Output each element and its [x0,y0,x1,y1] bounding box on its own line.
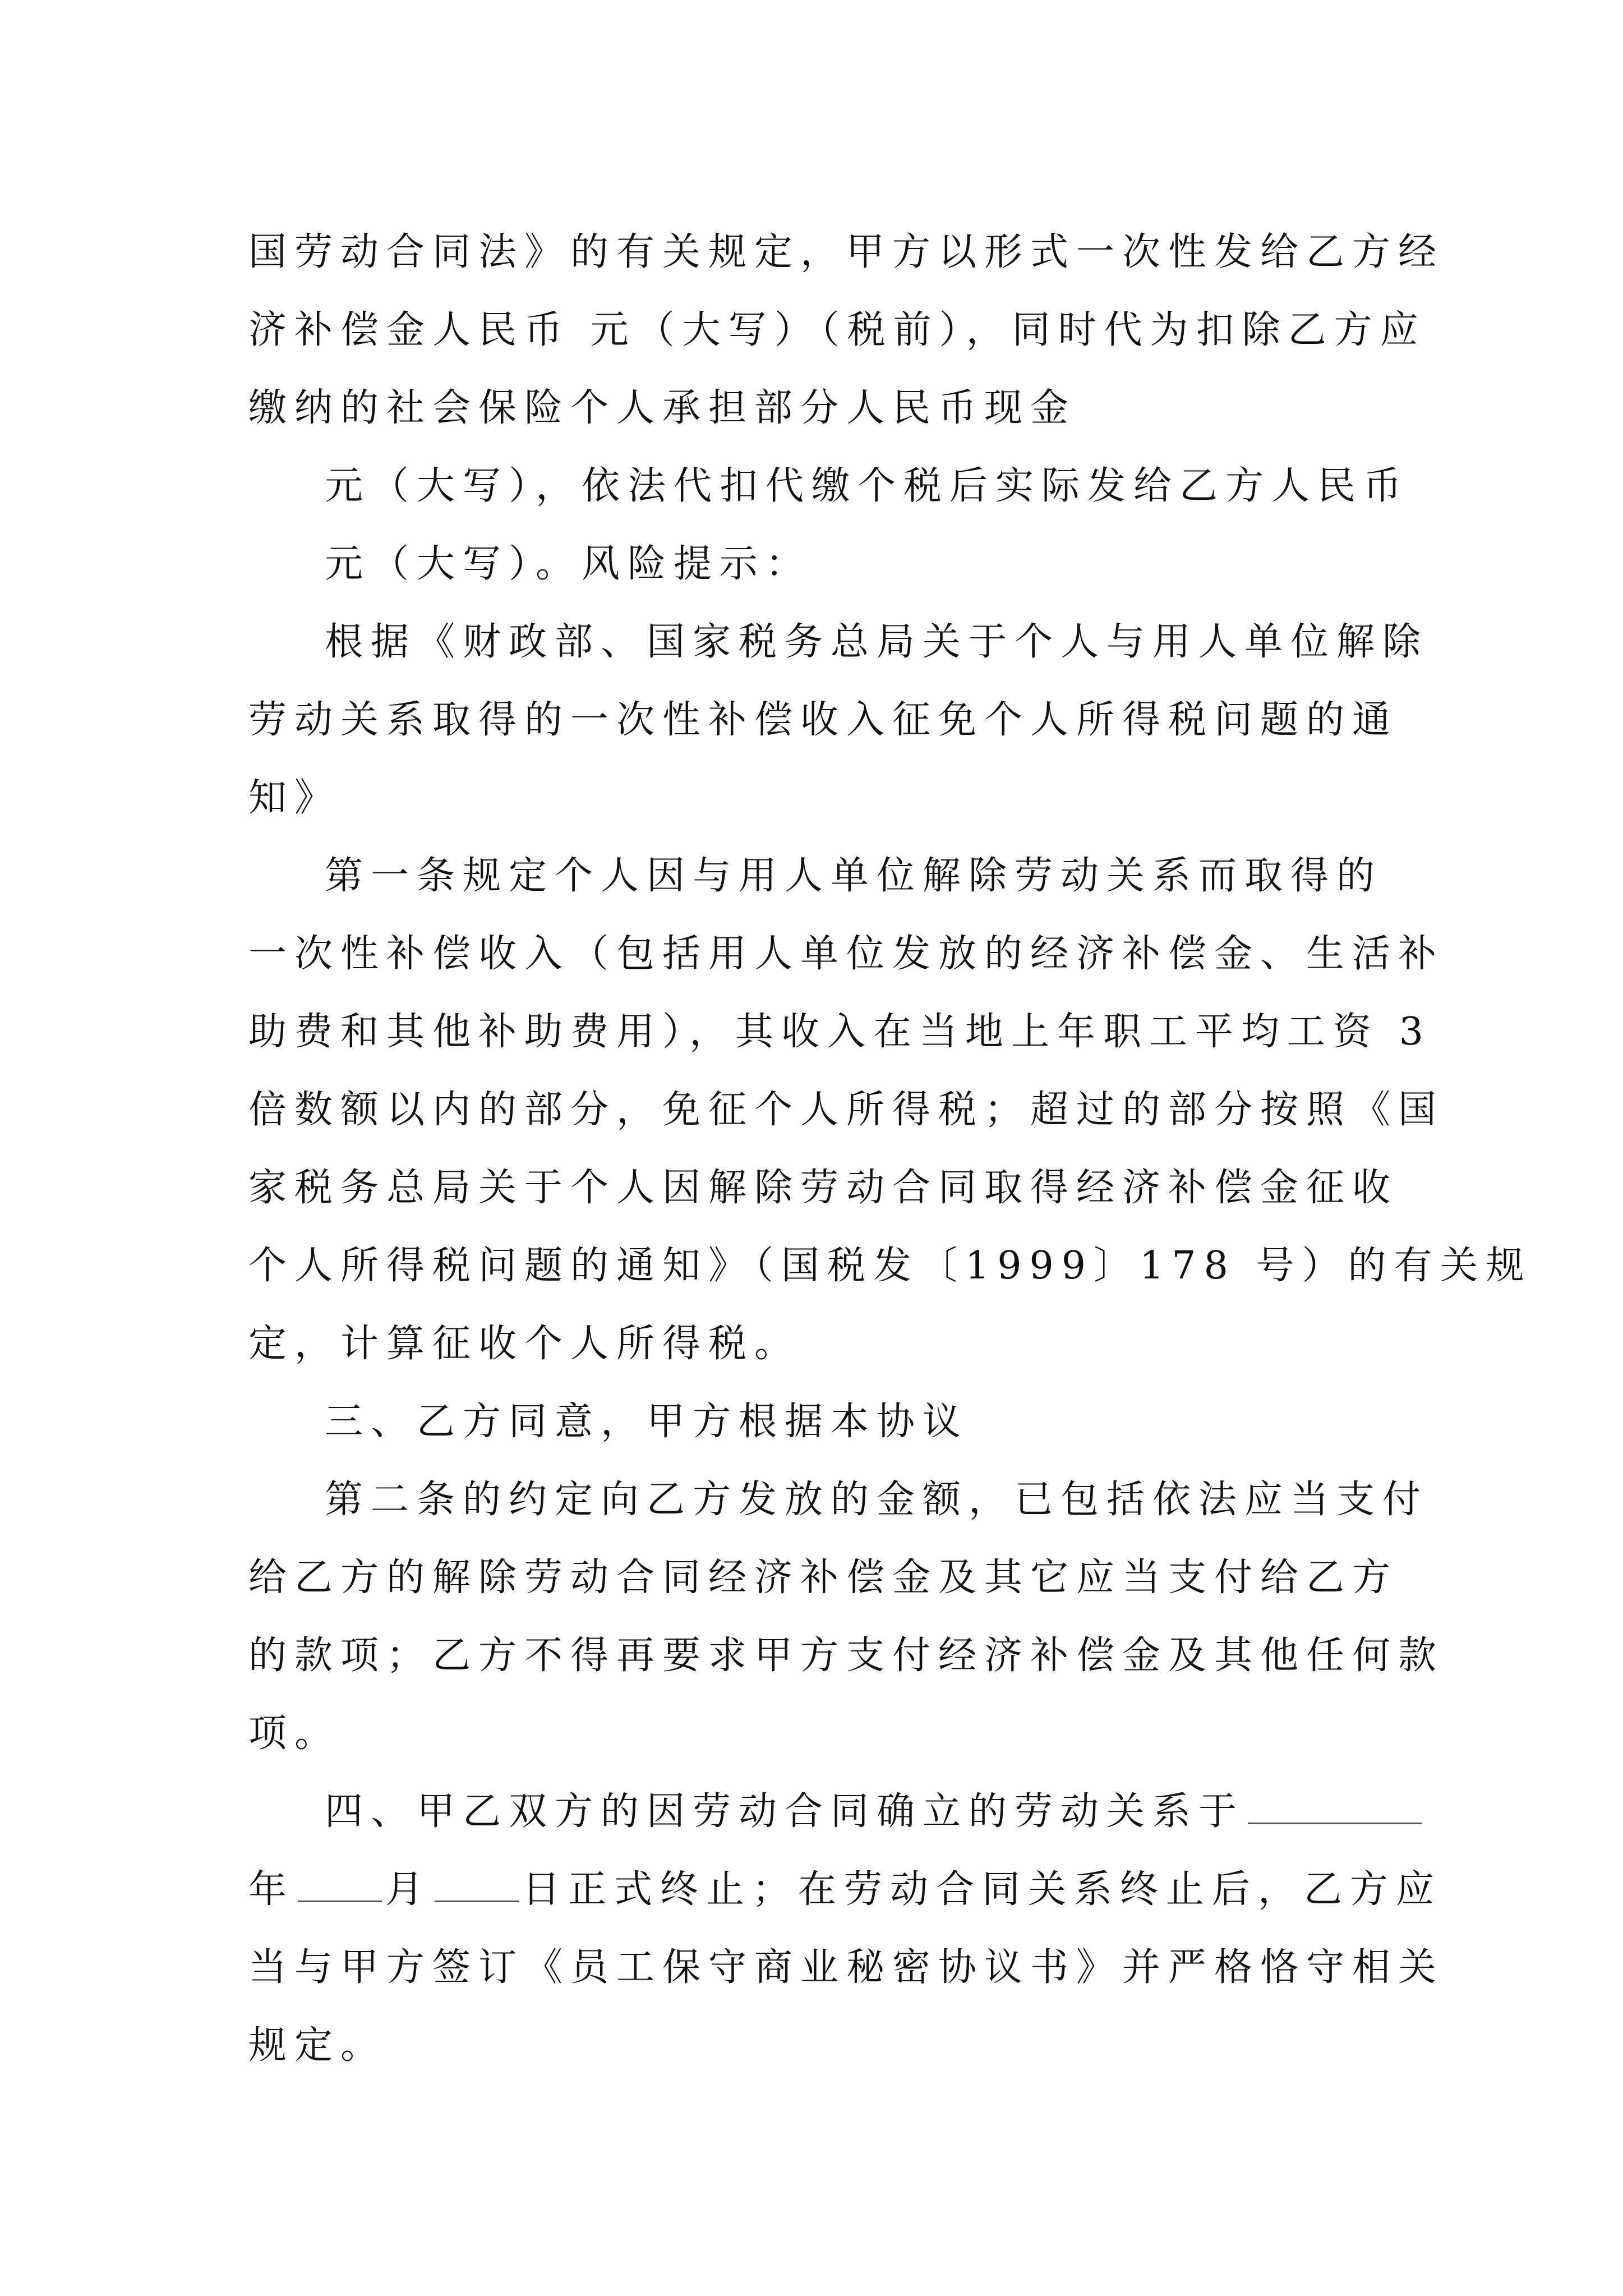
year-label: 年 [248,1867,295,1912]
text-line: 三、乙方同意，甲方根据本协议 [325,1400,969,1444]
section-four-rest: 日正式终止；在劳动合同关系终止后，乙方应 [522,1867,1442,1912]
section-four-line-3: 当与甲方签订《员工保守商业秘密协议书》并严格恪守相关 [248,1945,1445,1990]
text-line: 的款项；乙方不得再要求甲方支付经济补偿金及其他任何款 [248,1634,1445,1678]
date-blank-day [435,1868,519,1902]
text-line: 元（大写），依法代扣代缴个税后实际发给乙方人民币 [325,464,1410,508]
month-label: 月 [385,1867,432,1912]
section-four-line-2 [248,1851,1442,1929]
text-line: 济补偿金人民币 元（大写）（税前），同时代为扣除乙方应 [248,308,1426,352]
text-line: 第一条规定个人因与用人单位解除劳动关系而取得的 [325,854,1383,898]
text-line: 助费和其他补助费用），其收入在当地上年职工平均工资 3 [248,1010,1431,1054]
text-line: 劳动关系取得的一次性补偿收入征免个人所得税问题的通 [248,698,1399,742]
section-four-line-1 [248,1773,1381,1851]
text-line: 项。 [248,1711,341,1756]
document-body [248,213,1532,2085]
text-line: 一次性补偿收入（包括用人单位发放的经济补偿金、生活补 [248,932,1445,976]
text-line: 元（大写）。风险提示： [325,542,812,586]
text-line: 给乙方的解除劳动合同经济补偿金及其它应当支付给乙方 [248,1556,1399,1600]
section-four-text: 四、甲乙双方的因劳动合同确立的劳动关系于 [325,1789,1245,1834]
text-line: 缴纳的社会保险个人承担部分人民币现金 [248,386,1077,430]
text-line: 国劳动合同法》的有关规定，甲方以形式一次性发给乙方经 [248,230,1445,274]
text-line: 家税务总局关于个人因解除劳动合同取得经济补偿金征收 [248,1166,1399,1210]
text-line: 根据《财政部、国家税务总局关于个人与用人单位解除 [325,620,1429,664]
date-blank-year [1248,1790,1422,1824]
date-blank-month [298,1868,382,1902]
text-line: 定，计算征收个人所得税。 [248,1322,801,1366]
section-four-line-4: 规定。 [248,2023,387,2068]
text-line: 倍数额以内的部分，免征个人所得税；超过的部分按照《国 [248,1088,1445,1132]
text-line: 个人所得税问题的通知》（国税发〔1999〕178 号）的有关规 [248,1244,1532,1288]
text-line: 第二条的约定向乙方发放的金额，已包括依法应当支付 [325,1478,1429,1522]
text-line: 知》 [248,776,341,820]
